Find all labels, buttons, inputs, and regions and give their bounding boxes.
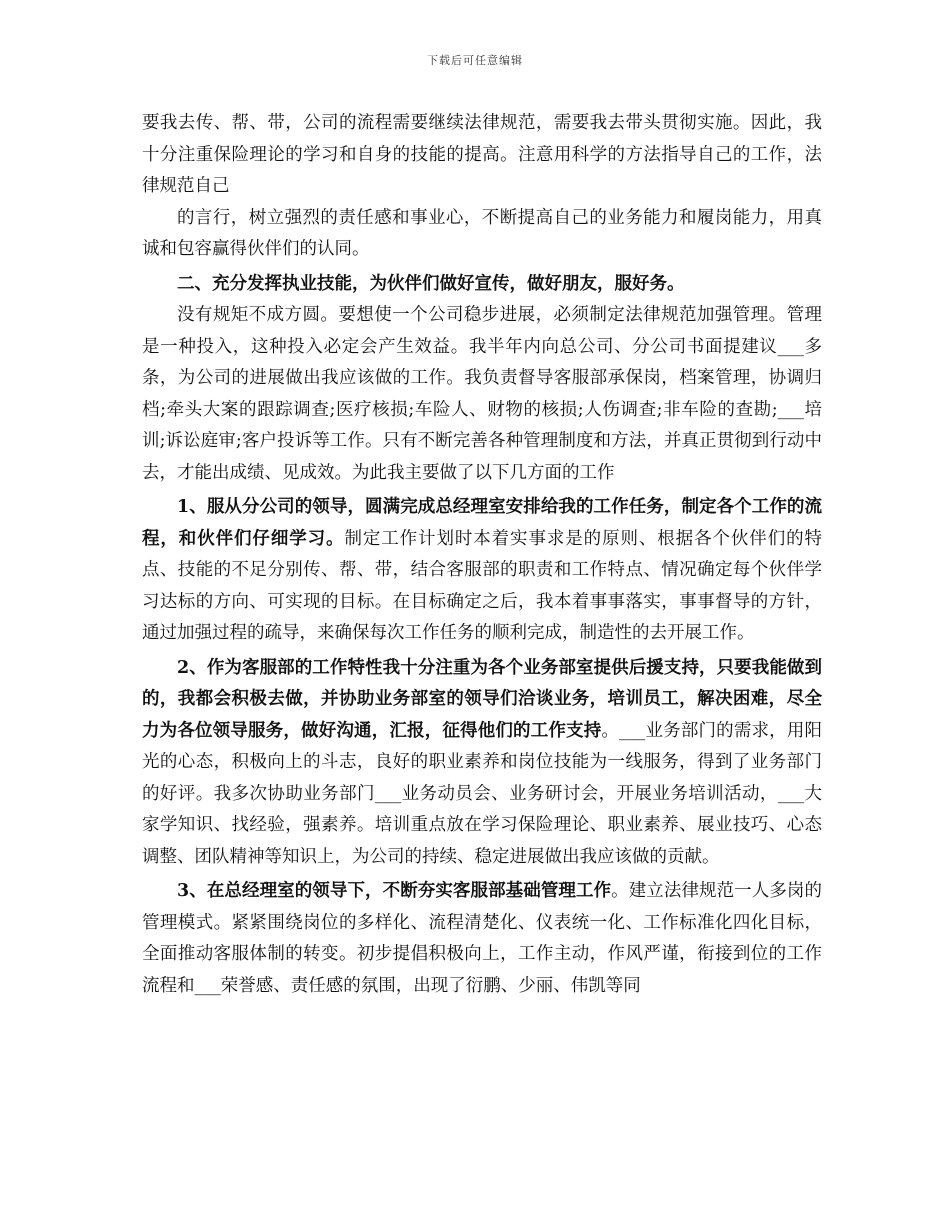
paragraph-item-2 — [142, 653, 822, 874]
item-3-body: 。建立法律规范一人多岗的管理模式。紧紧围绕岗位的多样化、流程清楚化、仪表统一化、工作标准化四化目标，全面推动客服体制的转变。初步提倡积极向上，工作主动，作风严谨，衔接到位的工作流程和___荣誉感、责任感的氛围，出现了衍鹏、少丽、伟凯等同 — [142, 881, 822, 996]
document-body — [142, 108, 822, 1002]
page-header-note: 下载后可任意编辑 — [427, 54, 523, 67]
paragraph-item-1 — [142, 492, 822, 650]
paragraph-1: 要我去传、帮、带，公司的流程需要继续法律规范，需要我去带头贯彻实施。因此，我十分注重保险理论的学习和自身的技能的提高。注意用科学的方法指导自己的工作，法律规范自己 — [142, 113, 822, 196]
item-2-lead: 2、作为客服部的工作特性我十分注重为各个业务部室提供后援支持，只要我能做到的，我都会积极去做，并协助业务部室的领导们洽谈业务，培训员工，解决困难，尽全力为各位领导服务，做好沟通，汇报，征得他们的工作支持 — [142, 657, 822, 741]
item-1-body: 制定工作计划时本着实事求是的原则、根据各个伙伴们的特点、技能的不足分别传、帮、带，结合客服部的职责和工作特点、情况确定每个伙伴学习达标的方向、可实现的目标。在目标确定之后，我本着事事落实，事事督导的方针，通过加强过程的疏导，来确保每次工作任务的顺利完成，制造性的去开展工作。 — [142, 528, 823, 643]
section-heading-2: 二、充分发挥执业技能，为伙伴们做好宣传，做好朋友，服好务。 — [177, 273, 685, 294]
item-2-body: 。___业务部门的需求，用阳光的心态，积极向上的斗志，良好的职业素养和岗位技能为一线服务，得到了业务部门的好评。我多次协助业务部门___业务动员会、业务研讨会，开展业务培训活动，___大家学知识、找经验，强素养。培训重点放在学习保险理论、职业素养、展业技巧、心态调整、团队精神等知识上，为公司的持续、稳定进展做出我应该做的贡献。 — [142, 720, 822, 867]
paragraph-2: 的言行，树立强烈的责任感和事业心，不断提高自己的业务能力和履岗能力，用真诚和包容赢得伙伴们的认同。 — [142, 207, 822, 259]
item-1-lead: 1、服从分公司的领导，圆满完成总经理室安排给我的工作任务，制定各个工作的流程，和伙伴们仔细学习。 — [142, 497, 822, 549]
paragraph-3: 没有规矩不成方圆。要想使一个公司稳步进展，必须制定法律规范加强管理。管理是一种投入，这种投入必定会产生效益。我半年内向总公司、分公司书面提建议___多条，为公司的进展做出我应该做的工作。我负责督导客服部承保岗，档案管理，协调归档;牵头大案的跟踪调查;医疗核损;车险人、财物的核损;人伤调查;非车险的查勘;___培训;诉讼庭审;客户投诉等工作。只有不断完善各种管理制度和方法，并真正贯彻到行动中去，才能出成绩、见成效。为此我主要做了以下几方面的工作 — [142, 305, 822, 483]
item-3-lead: 3、在总经理室的领导下，不断夯实客服部基础管理工作 — [177, 881, 612, 901]
paragraph-item-3 — [142, 876, 822, 1002]
